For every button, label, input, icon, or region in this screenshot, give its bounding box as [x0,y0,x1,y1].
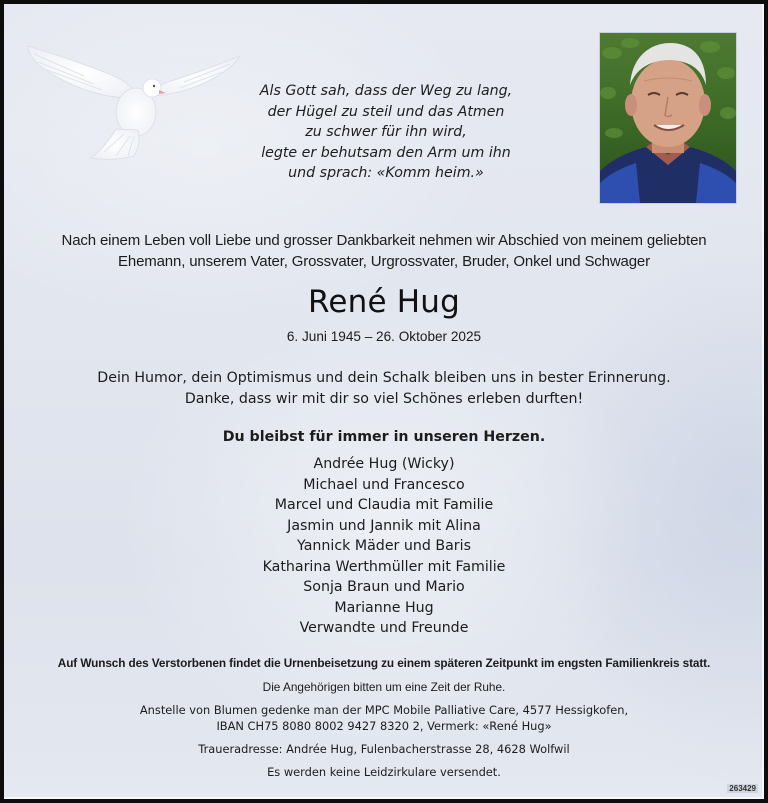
mourning-address: Traueradresse: Andrée Hug, Fulenbacherstrasse 28, 4628 Wolfwil [198,742,570,756]
circulars-notice: Es werden keine Leidzirkulare versendet. [267,765,501,779]
mourner-item: Verwandte und Freunde [299,620,469,636]
burial-notice: Auf Wunsch des Verstorbenen findet die Urnenbeisetzung zu einem späteren Zeitpunkt im engsten Familienkreis statt. [57,656,711,670]
mourner-item: Sonja Braun und Mario [303,579,465,595]
donation-notice-line2: IBAN CH75 8080 8002 9427 8320 2, Vermerk: «René Hug» [216,719,552,733]
portrait-image [600,33,736,203]
inner-border [762,4,764,799]
mourner-item: Andrée Hug (Wicky) [313,456,455,472]
deceased-name: René Hug [307,284,461,320]
mourner-item: Katharina Werthmüller mit Familie [262,558,506,575]
rest-notice: Die Angehörigen bitten um eine Zeit der Ruhe. [262,680,506,694]
intro-line: Ehemann, unserem Vater, Grossvater, Urgrossvater, Bruder, Onkel und Schwager [118,252,650,270]
tribute-line: Danke, dass wir mit dir so viel Schönes erleben durften! [184,390,584,407]
dove-icon [24,34,244,164]
life-dates: 6. Juni 1945 – 26. Oktober 2025 [286,329,482,344]
poem-line: und sprach: «Komm heim.» [288,165,484,181]
closing-line: Du bleibst für immer in unseren Herzen. [222,429,546,445]
mourner-item: Yannick Mäder und Baris [297,538,471,554]
poem-line: zu schwer für ihn wird, [305,124,467,140]
mourners-list [4,454,764,639]
mourner-item: Michael und Francesco [303,476,465,493]
portrait-photo [599,32,737,204]
tribute-line: Dein Humor, dein Optimismus und dein Schalk bleiben uns in bester Erinnerung. [97,370,671,386]
donation-notice-line1: Anstelle von Blumen gedenke man der MPC Mobile Palliative Care, 4577 Hessigkofen, [139,703,629,717]
mourner-item: Marianne Hug [334,599,434,616]
inner-border [4,797,764,799]
mourner-item: Marcel und Claudia mit Familie [274,497,494,513]
obituary-page [4,4,764,799]
ad-number: 263429 [729,784,756,793]
intro-line: Nach einem Leben voll Liebe und grosser Dankbarkeit nehmen wir Abschied von meinem geliebten [61,232,707,249]
poem-line: legte er behutsam den Arm um ihn [261,144,511,161]
intro-text [4,231,764,272]
tribute-text [4,368,764,409]
poem-line: Als Gott sah, dass der Weg zu lang, [259,83,513,99]
poem-line: der Hügel zu steil und das Atmen [267,103,505,120]
mourner-item: Jasmin und Jannik mit Alina [287,517,481,534]
poem [236,81,536,184]
